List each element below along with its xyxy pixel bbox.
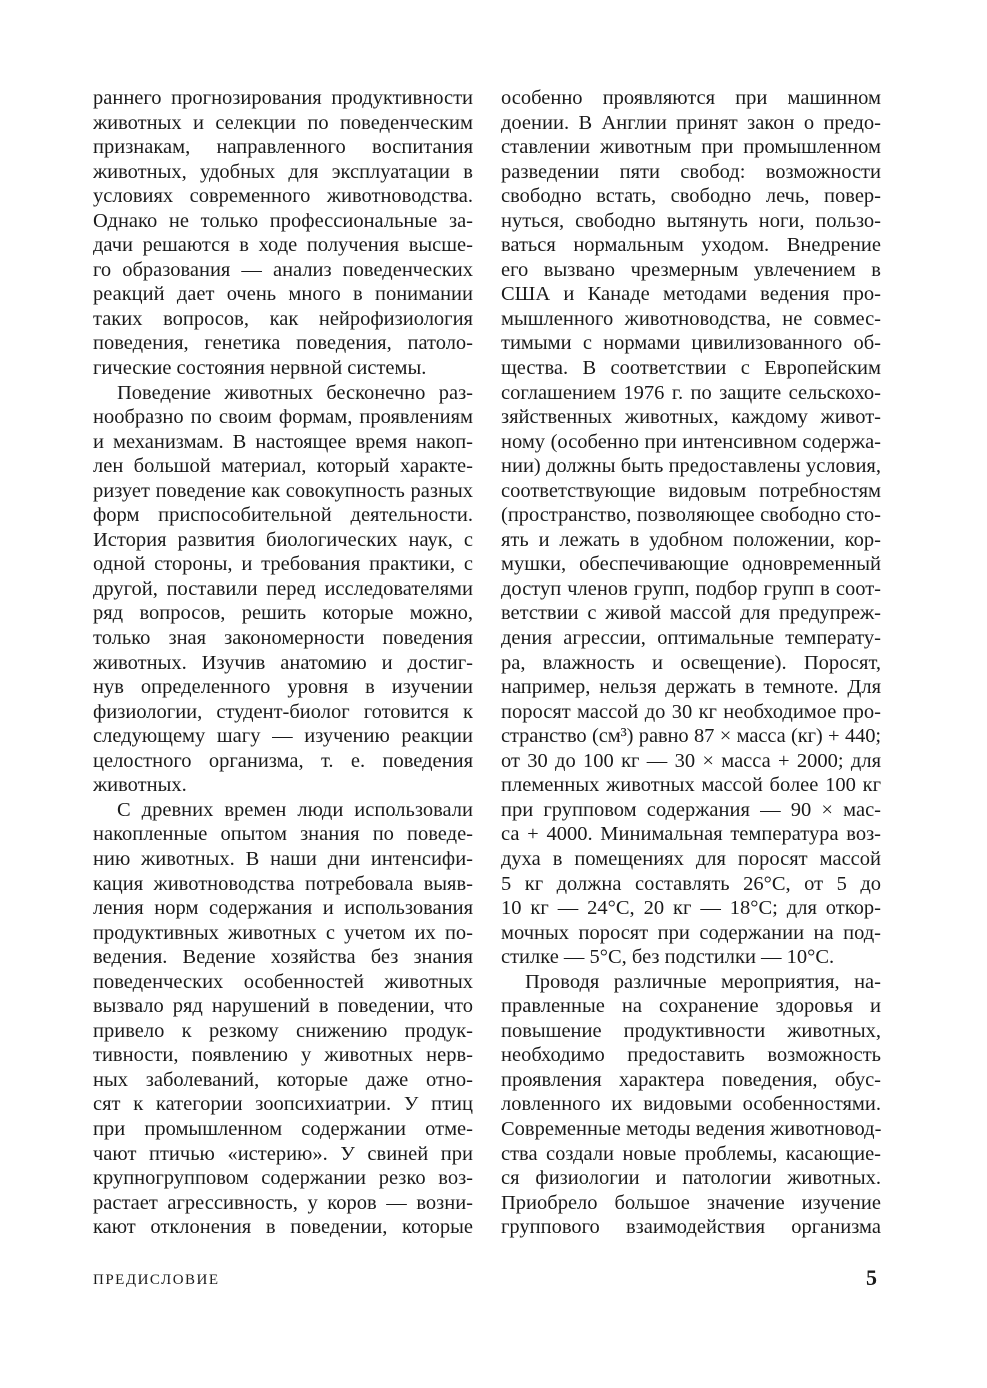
text-line: ставлении животным при промышленном <box>501 136 881 159</box>
text-line: соответствующие видовым потребностям <box>501 479 881 502</box>
text-line: тивности, появлению у животных нерв- <box>93 1044 473 1067</box>
text-line: зяйственных животных, каждому живот- <box>501 406 881 429</box>
text-line: условиях современного животноводства. <box>93 185 473 208</box>
text-line: привело к резкому снижению продук- <box>93 1019 473 1042</box>
text-line: нуться, свободно вытянуть ноги, пользо- <box>501 209 881 232</box>
text-line: гические состояния нервной системы. <box>93 357 427 380</box>
text-line: физиологии, студент-биолог готовится к <box>93 700 473 723</box>
text-line: признакам, направленного воспитания <box>93 136 473 159</box>
text-line: правленные на сохранение здоровья и <box>501 995 881 1018</box>
text-line: таких вопросов, как нейрофизиология <box>93 307 473 330</box>
text-line: необходимо предоставить возможность <box>501 1044 881 1067</box>
text-line: свободно встать, свободно лечь, повер- <box>501 185 881 208</box>
text-line: накопленные опытом знания по поведе- <box>93 823 473 846</box>
text-line: нообразно по своим формам, проявлениям <box>93 406 473 429</box>
text-line: при промышленном содержании отме- <box>93 1117 473 1140</box>
text-line: чают птичью «истерию». У свиней при <box>93 1142 473 1165</box>
text-line: соглашением 1976 г. по защите сельскохо- <box>501 381 881 404</box>
text-line: ления норм содержания и использования <box>93 897 473 920</box>
text-line: животных. <box>93 774 187 797</box>
text-line: С древних времен люди использовали <box>117 798 473 821</box>
text-line: Однако не только профессиональные за- <box>93 209 473 232</box>
text-line: ветствии с живой массой для предупреж- <box>501 602 881 625</box>
text-line: са + 4000. Минимальная температура воз- <box>501 823 881 846</box>
text-line: ному (особенно при интенсивном содержа- <box>501 430 881 453</box>
running-footer-section-title: ПРЕДИСЛОВИЕ <box>93 1272 220 1288</box>
text-line: племенных животных массой более 100 кг <box>501 774 881 797</box>
text-line: продуктивных животных с учетом их по- <box>93 921 473 944</box>
text-line: ра, влажность и освещение). Поросят, <box>501 651 881 674</box>
text-line: кают отклонения в поведении, которые <box>93 1216 473 1239</box>
text-line: при групповом содержания — 90 × мас- <box>501 798 881 821</box>
text-line: например, нельзя держать в темноте. Для <box>501 676 881 699</box>
text-line: поросят массой до 30 кг необходимое про- <box>501 700 881 723</box>
text-line: его вызвано чрезмерным увлечением в <box>501 258 881 281</box>
text-line: 10 кг — 24°С, 20 кг — 18°С; для откор- <box>501 897 881 920</box>
text-line: 5 кг должна составлять 26°С, от 5 до <box>501 872 881 895</box>
text-line: нии) должны быть предоставлены условия, <box>501 455 881 478</box>
text-line: мушки, обеспечивающие одновременный <box>501 553 881 576</box>
text-line: поведенческих особенностей животных <box>93 970 473 993</box>
page-number: 5 <box>866 1265 877 1290</box>
text-line: от 30 до 100 кг — 30 × масса + 2000; для <box>501 749 881 772</box>
text-line: только зная закономерности поведения <box>93 627 473 650</box>
text-line: растает агрессивность, у коров — возни- <box>93 1191 473 1214</box>
text-line: ся физиологии и патологии животных. <box>501 1167 881 1190</box>
text-line: ства создали новые проблемы, касающие- <box>501 1142 881 1165</box>
text-line: духа в помещениях для поросят массой <box>501 847 881 870</box>
text-line: животных и селекции по поведенческим <box>93 111 473 134</box>
text-line: сят к категории зоопсихиатрии. У птиц <box>93 1093 473 1116</box>
text-line: История развития биологических наук, с <box>93 528 473 551</box>
text-line: реакций дает очень много в понимании <box>93 283 473 306</box>
text-line: Приобрело большое значение изучение <box>501 1191 881 1214</box>
text-line: разведении пяти свобод: возможности <box>501 160 881 183</box>
text-line: странство (см³) равно 87 × масса (кг) + 440; <box>501 725 881 748</box>
text-line: щества. В соответствии с Европейским <box>501 357 881 380</box>
text-line: нию животных. В наши дни интенсифи- <box>93 847 473 870</box>
text-line: ных заболеваний, которые даже отно- <box>93 1068 473 1091</box>
text-line: ризует поведение как совокупность разных <box>93 479 473 502</box>
text-line: проявления характера поведения, обус- <box>501 1068 881 1091</box>
text-line: го образования — анализ поведенческих <box>93 258 473 281</box>
text-line: Проводя различные мероприятия, на- <box>525 970 881 993</box>
text-line: (пространство, позволяющее свободно сто- <box>501 504 881 527</box>
text-line: нув определенного уровня в изучении <box>93 676 473 699</box>
text-line: США и Канаде методами ведения про- <box>501 283 881 306</box>
text-column-right <box>501 86 881 1240</box>
text-line: Современные методы ведения животновод- <box>501 1117 881 1140</box>
text-line: следующему шагу — изучению реакции <box>93 725 473 748</box>
text-line: ловленного их видовыми особенностями. <box>501 1093 881 1116</box>
text-line: раннего прогнозирования продуктивности <box>93 87 473 109</box>
text-line: вызвало ряд нарушений в поведении, что <box>93 995 473 1018</box>
text-line: доступ членов групп, подбор групп в соот- <box>501 577 881 600</box>
text-line: ряд вопросов, решить которые можно, <box>93 602 473 625</box>
text-line: ведения. Ведение хозяйства без знания <box>93 946 473 969</box>
text-line: животных. Изучив анатомию и достиг- <box>93 651 473 674</box>
text-line: дачи решаются в ходе получения высше- <box>93 234 473 257</box>
text-line: другой, поставили перед исследователями <box>93 577 473 600</box>
text-line: Поведение животных бесконечно раз- <box>117 381 473 404</box>
text-line: особенно проявляются при машинном <box>501 87 881 109</box>
text-line: одной стороны, и требования практики, с <box>93 553 473 576</box>
text-line: лен большой материал, который характе- <box>93 455 473 478</box>
text-line: кация животноводства потребовала выяв- <box>93 872 473 895</box>
text-line: повышение продуктивности животных, <box>501 1019 881 1042</box>
text-line: и механизмам. В настоящее время накоп- <box>93 430 473 453</box>
text-line: стилке — 5°С, без подстилки — 10°С. <box>501 946 835 969</box>
text-line: ваться нормальным уходом. Внедрение <box>501 234 881 257</box>
text-line: поведения, генетика поведения, патоло- <box>93 332 473 355</box>
text-line: крупногрупповом содержании резко воз- <box>93 1167 473 1190</box>
text-line: тимыми с нормами цивилизованного об- <box>501 332 881 355</box>
text-line: мышленного животноводства, не совмес- <box>501 307 881 330</box>
text-line: дения агрессии, оптимальные температу- <box>501 627 881 650</box>
text-line: целостного организма, т. е. поведения <box>93 749 473 772</box>
text-line: мочных поросят при содержании на под- <box>501 921 881 944</box>
text-line: форм приспособительной деятельности. <box>93 504 473 527</box>
text-line: ять и лежать в удобном положении, кор- <box>501 528 881 551</box>
text-column-left <box>93 86 473 1240</box>
text-line: доении. В Англии принят закон о предо- <box>501 111 881 134</box>
text-line: животных, удобных для эксплуатации в <box>93 160 473 183</box>
text-line: группового взаимодействия организма <box>501 1216 881 1239</box>
